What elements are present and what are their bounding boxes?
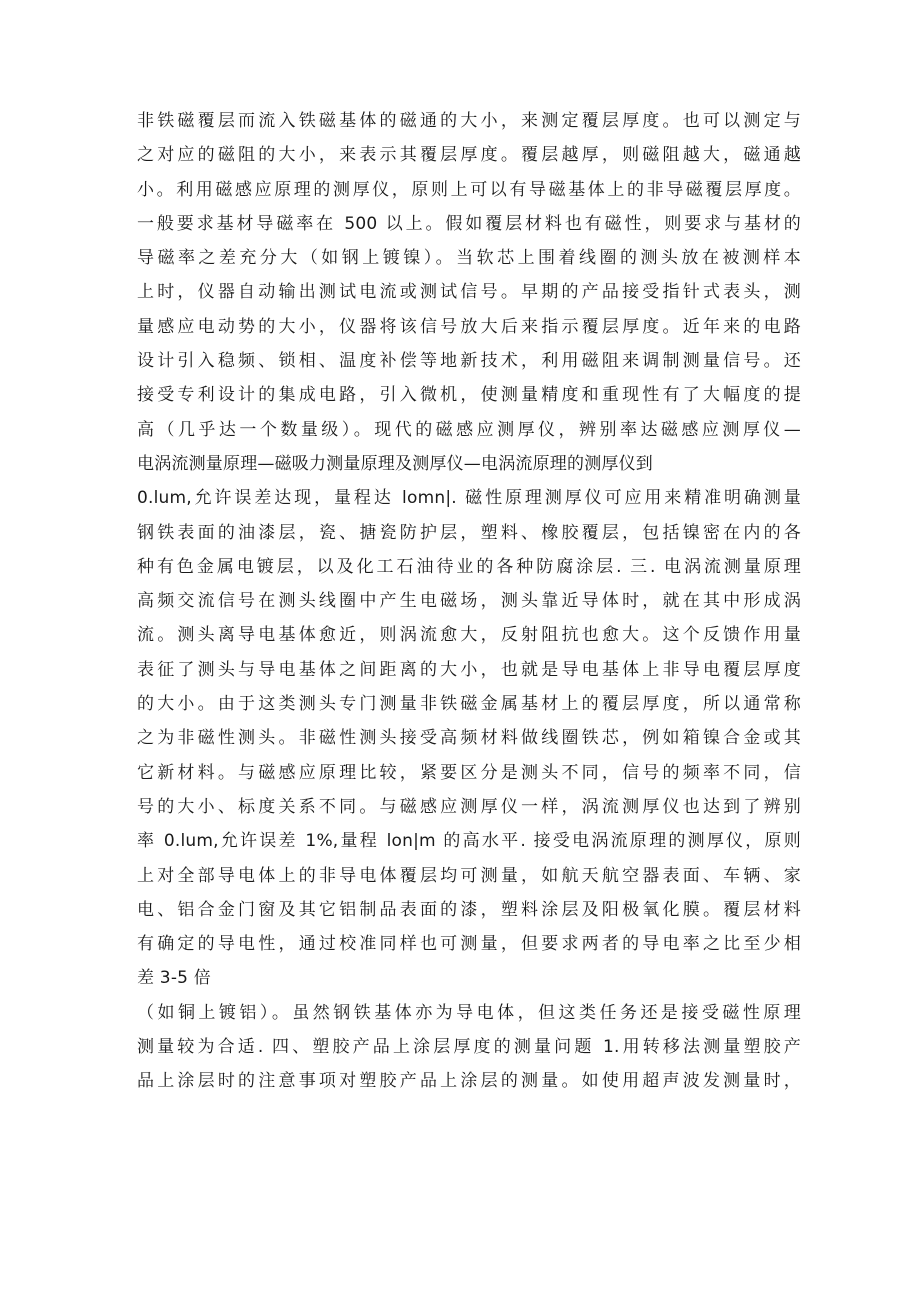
text-line: 上时，仪器自动输出测试电流或测试信号。早期的产品接受指针式表头，测	[137, 282, 801, 303]
text-line: 号的大小、标度关系不同。与磁感应测厚仪一样，涡流测厚仪也达到了辨别	[137, 796, 801, 817]
text-line: 钢铁表面的油漆层，瓷、搪瓷防护层，塑料、橡胶覆层，包括镍密在内的各	[137, 522, 801, 543]
text-line: 高（几乎达一个数量级）。现代的磁感应测厚仪，辨别率达磁感应测厚仪—	[137, 419, 801, 440]
text-line: 量感应电动势的大小，仪器将该信号放大后来指示覆层厚度。近年来的电路	[137, 316, 801, 337]
text-line: 非铁磁覆层而流入铁磁基体的磁通的大小，来测定覆层厚度。也可以测定与	[137, 111, 801, 131]
text-line: 设计引入稳频、锁相、温度补偿等地新技术，利用磁阻来调制测量信号。还	[137, 351, 801, 372]
text-line: 小。利用磁感应原理的测厚仪，原则上可以有导磁基体上的非导磁覆层厚度。	[137, 179, 801, 200]
text-line: 的大小。由于这类测头专门测量非铁磁金属基材上的覆层厚度，所以通常称	[137, 694, 801, 715]
text-line: 有确定的导电性，通过校准同样也可测量，但要求两者的导电率之比至少相	[137, 934, 801, 955]
text-line: 种有色金属电镀层，以及化工石油待业的各种防腐涂层. 三. 电涡流测量原理	[137, 556, 801, 577]
text-line: 品上涂层时的注意事项对塑胶产品上涂层的测量。如使用超声波发测量时，	[137, 1071, 801, 1092]
text-line: 电涡流测量原理—磁吸力测量原理及测厚仪—电涡流原理的测厚仪到	[137, 453, 653, 474]
text-line: 差 3-5 倍	[137, 968, 211, 989]
text-line: 之为非磁性测头。非磁性测头接受高频材料做线圈铁芯，例如箱镍合金或其	[137, 728, 801, 749]
text-line: 之对应的磁阻的大小，来表示其覆层厚度。覆层越厚，则磁阻越大，磁通越	[137, 145, 801, 166]
text-line: （如铜上镀铝）。虽然钢铁基体亦为导电体，但这类任务还是接受磁性原理	[137, 1002, 801, 1023]
text-line: 流。测头离导电基体愈近，则涡流愈大，反射阻抗也愈大。这个反馈作用量	[137, 625, 801, 646]
text-line: 导磁率之差充分大（如钢上镀镍）。当软芯上围着线圈的测头放在被测样本	[137, 248, 801, 269]
text-line: 一般要求基材导磁率在 500 以上。假如覆层材料也有磁性，则要求与基材的	[137, 213, 801, 234]
text-line: 上对全部导电体上的非导电体覆层均可测量，如航天航空器表面、车辆、家	[137, 865, 801, 886]
text-line: 接受专利设计的集成电路，引入微机，使测量精度和重现性有了大幅度的提	[137, 385, 801, 406]
text-line: 表征了测头与导电基体之间距离的大小，也就是导电基体上非导电覆层厚度	[137, 659, 801, 680]
body-text	[137, 104, 801, 1099]
text-line: 0.lum,允许误差达现，量程达 lomn|. 磁性原理测厚仪可应用来精准明确测量	[137, 488, 801, 509]
text-line: 测量较为合适. 四、塑胶产品上涂层厚度的测量问题 1.用转移法测量塑胶产	[137, 1037, 801, 1058]
text-line: 它新材料。与磁感应原理比较，紧要区分是测头不同，信号的频率不同，信	[137, 762, 801, 783]
text-line: 高频交流信号在测头线圈中产生电磁场，测头靠近导体时，就在其中形成涡	[137, 591, 801, 612]
text-line: 率 0.lum,允许误差 1%,量程 lon|m 的高水平. 接受电涡流原理的测厚仪，原则	[137, 831, 801, 852]
text-line: 电、铝合金门窗及其它铝制品表面的漆，塑料涂层及阳极氧化膜。覆层材料	[137, 899, 801, 920]
